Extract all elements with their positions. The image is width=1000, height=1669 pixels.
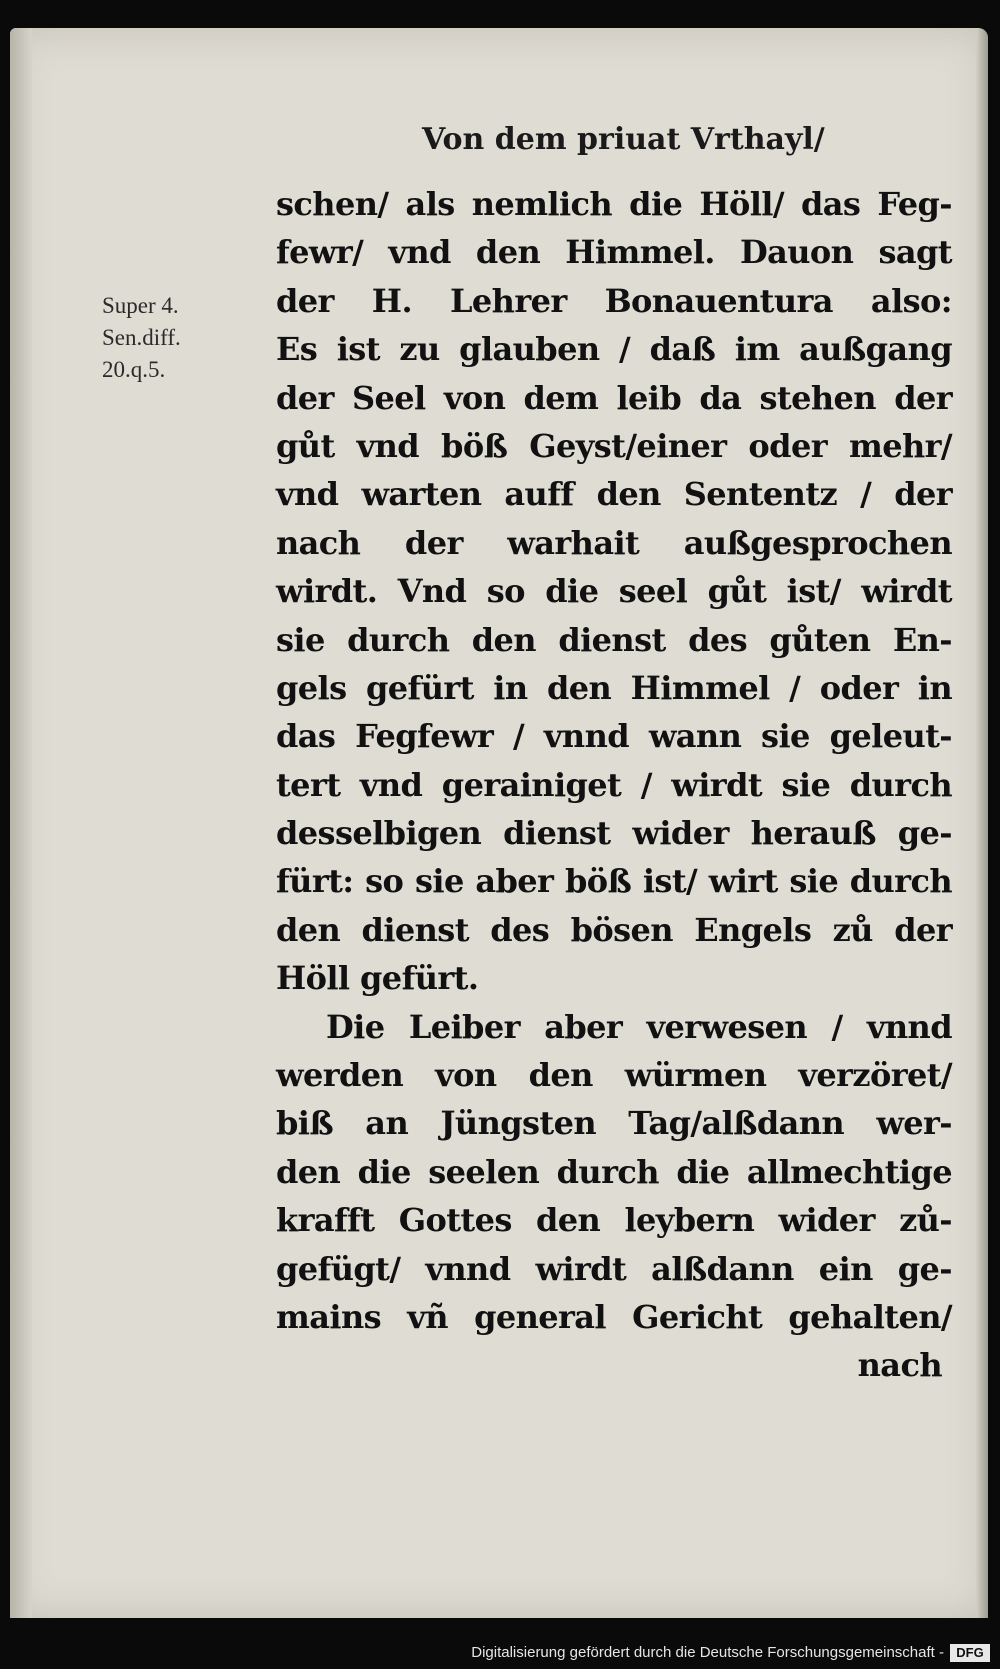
- text-line: der Seel von dem leib da stehen der: [276, 378, 952, 417]
- text-line: gůt vnd böß Geyst/einer oder mehr/: [276, 426, 952, 465]
- text-line: werden von den würmen verzöret/: [276, 1056, 952, 1095]
- text-line: mains vñ general Gericht gehalten/: [276, 1297, 952, 1336]
- page-edge: [976, 28, 988, 1618]
- text-line: nach der warhait außgesprochen: [276, 523, 952, 562]
- text-line: Es ist zu glauben / daß im außgang: [276, 330, 952, 369]
- text-line: den dienst des bösen Engels zů der: [276, 910, 952, 949]
- text-line: biß an Jüngsten Tag/alßdann wer-: [276, 1104, 952, 1143]
- page-gutter: [10, 28, 32, 1618]
- text-line: Die Leiber aber verwesen / vnnd: [326, 1007, 952, 1046]
- marginal-note-line: 20.q.5.: [102, 357, 166, 382]
- catchword: nach: [857, 1346, 942, 1385]
- text-line: tert vnd gerainiget / wirdt sie durch: [276, 765, 952, 804]
- text-line: gefügt/ vnnd wirdt alßdann ein ge-: [276, 1249, 952, 1288]
- text-line: der H. Lehrer Bonauentura also:: [276, 281, 952, 320]
- footer-credit: Digitalisierung gefördert durch die Deutsche Forschungsgemeinschaft -: [471, 1644, 944, 1661]
- book-page: [10, 28, 988, 1618]
- text-line: gels gefürt in den Himmel / oder in: [276, 668, 952, 707]
- text-line: fewr/ vnd den Himmel. Dauon sagt: [276, 233, 952, 272]
- dfg-logo: DFG: [950, 1644, 990, 1662]
- marginal-note-line: Sen.diff.: [102, 325, 181, 350]
- text-line: vnd warten auff den Sententz / der: [276, 475, 952, 514]
- text-line: fürt: so sie aber böß ist/ wirt sie durch: [276, 862, 952, 901]
- text-line: schen/ als nemlich die Höll/ das Feg-: [276, 185, 952, 223]
- text-line: sie durch den dienst des gůten En-: [276, 620, 952, 659]
- text-line: wirdt. Vnd so die seel gůt ist/ wirdt: [276, 572, 952, 611]
- running-header: Von dem priuat Vrthayl/: [422, 122, 825, 157]
- marginal-note: [102, 290, 181, 386]
- digitization-footer: [0, 1638, 1000, 1669]
- text-line: den die seelen durch die allmechtige: [276, 1152, 952, 1191]
- text-line: krafft Gottes den leybern wider zů-: [276, 1201, 952, 1240]
- marginal-note-line: Super 4.: [102, 293, 179, 318]
- body-text: [276, 180, 952, 1390]
- text-line: Höll gefürt.: [276, 959, 479, 998]
- text-line: desselbigen dienst wider herauß ge-: [276, 814, 952, 853]
- text-line: das Fegfewr / vnnd wann sie geleut-: [276, 717, 952, 756]
